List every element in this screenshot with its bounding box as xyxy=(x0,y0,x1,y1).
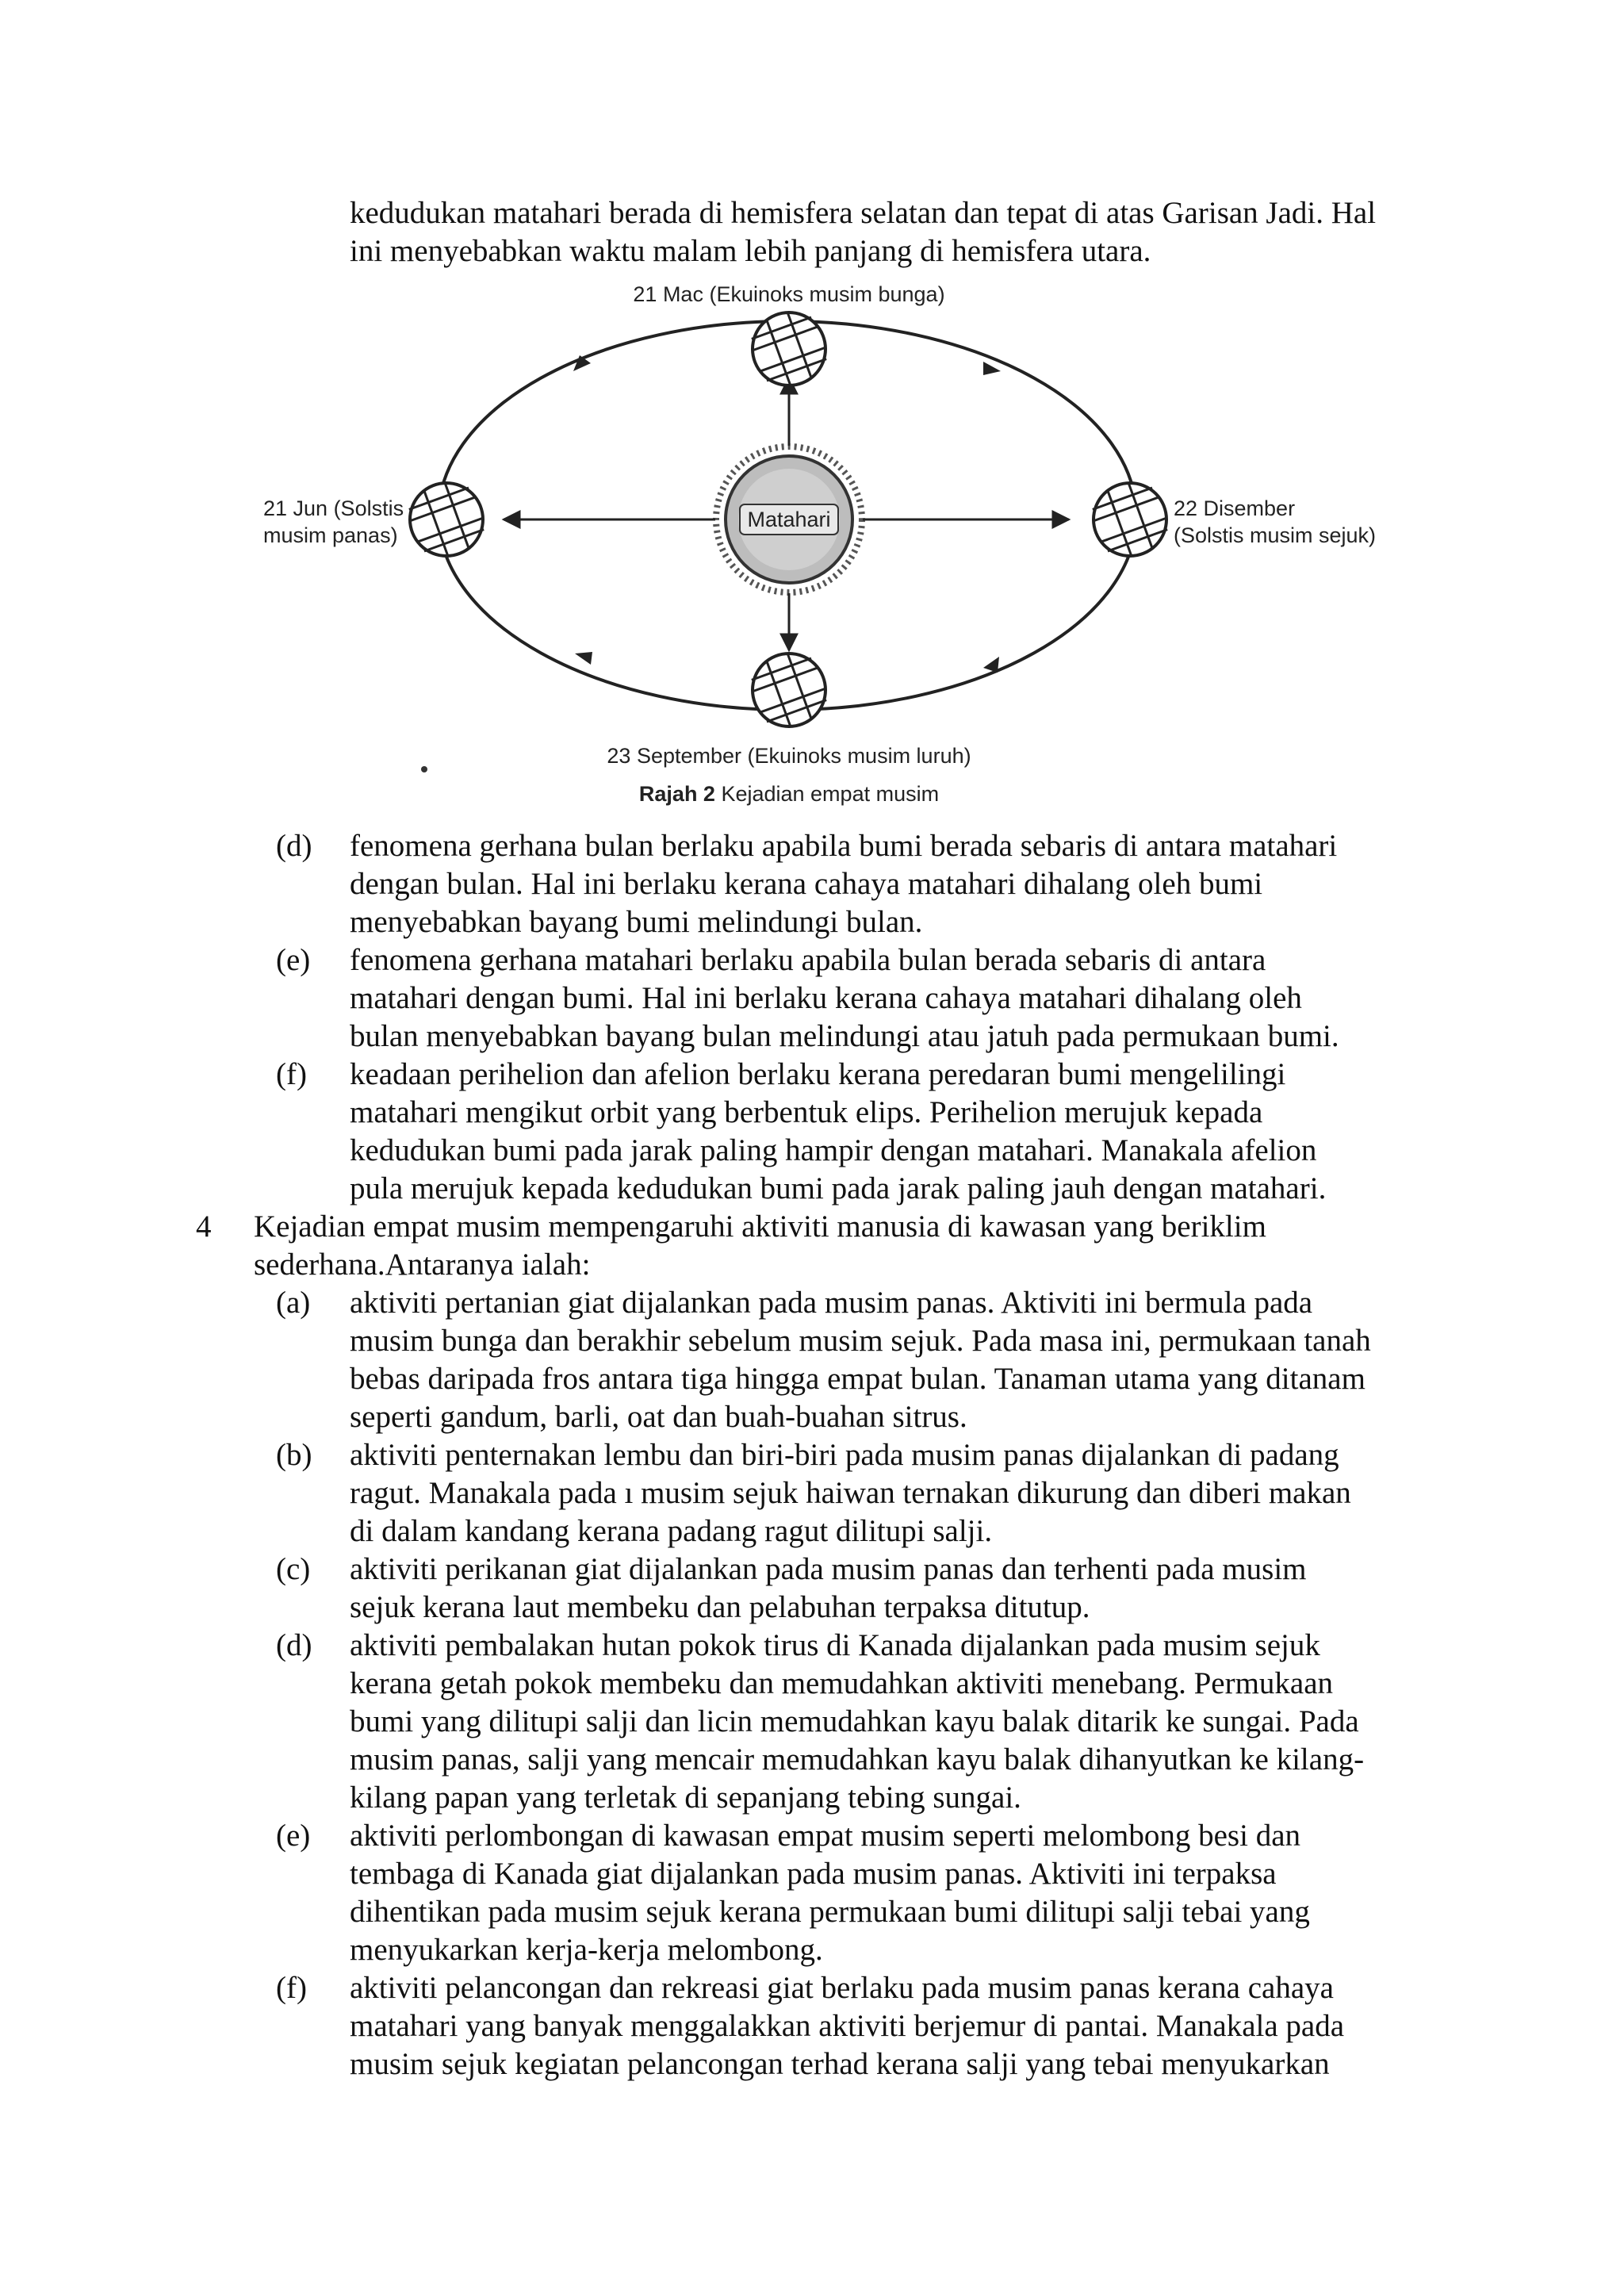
item-paragraph xyxy=(350,1284,1416,1436)
text-line: musim panas, salji yang mencair memudahkan kayu balak dihanyutkan ke kilang- xyxy=(350,1742,1365,1777)
text-line: matahari mengikut orbit yang berbentuk elips. Perihelion merujuk kepada xyxy=(350,1095,1263,1129)
text-line: menyukarkan kerja-kerja melombong. xyxy=(350,1933,823,1967)
four-seasons-diagram xyxy=(230,278,1404,817)
text-line: kerana getah pokok membeku dan memudahkan aktiviti menebang. Permukaan xyxy=(350,1666,1334,1700)
item-paragraph xyxy=(350,1627,1416,1817)
item-label: (e) xyxy=(276,1819,311,1853)
question-text xyxy=(254,1208,1419,1284)
earth-globe-left xyxy=(402,475,492,565)
item-label: (f) xyxy=(276,1971,307,2005)
text-line: di dalam kandang kerana padang ragut dilitupi salji. xyxy=(350,1514,993,1548)
orbit-arrow-icon xyxy=(575,652,592,665)
earth-globe-right xyxy=(1086,475,1175,565)
question-number: 4 xyxy=(196,1209,212,1244)
item-label: (d) xyxy=(276,829,312,863)
item-paragraph xyxy=(350,1436,1416,1550)
text-line: Kejadian empat musim mempengaruhi aktiviti manusia di kawasan yang beriklim xyxy=(254,1209,1266,1244)
label-june-solstice-2: musim panas) xyxy=(263,523,398,547)
orbit-arrow-icon xyxy=(573,355,591,371)
item-paragraph xyxy=(350,1550,1416,1627)
text-line: kedudukan matahari berada di hemisfera selatan dan tepat di atas Garisan Jadi. Hal xyxy=(350,196,1377,230)
earth-globe-top xyxy=(745,305,834,394)
text-line: menyebabkan bayang bumi melindungi bulan. xyxy=(350,905,923,939)
text-line: sederhana.Antaranya ialah: xyxy=(254,1248,591,1282)
text-line: musim sejuk kegiatan pelancongan terhad kerana salji yang tebai menyukarkan xyxy=(350,2047,1330,2081)
item-paragraph xyxy=(350,827,1416,941)
text-line: bumi yang dilitupi salji dan licin memudahkan kayu balak ditarik ke sungai. Pada xyxy=(350,1704,1359,1738)
text-line: sejuk kerana laut membeku dan pelabuhan terpaksa ditutup. xyxy=(350,1590,1090,1624)
diagram-svg xyxy=(230,278,1404,817)
item-label: (c) xyxy=(276,1552,311,1586)
item-paragraph xyxy=(350,1817,1416,1969)
item-paragraph xyxy=(350,941,1416,1056)
caption-text: Kejadian empat musim xyxy=(714,782,940,806)
label-june-solstice-1: 21 Jun (Solstis xyxy=(263,496,404,520)
text-line: aktiviti pertanian giat dijalankan pada musim panas. Aktiviti ini bermula pada xyxy=(350,1286,1313,1320)
orbit-arrow-icon xyxy=(983,657,999,673)
text-line: ragut. Manakala pada ı musim sejuk haiwan ternakan dikurung dan diberi makan xyxy=(350,1476,1351,1510)
text-line: aktiviti perikanan giat dijalankan pada musim panas dan terhenti pada musim xyxy=(350,1552,1307,1586)
text-line: aktiviti pelancongan dan rekreasi giat berlaku pada musim panas kerana cahaya xyxy=(350,1971,1334,2005)
item-label: (a) xyxy=(276,1286,311,1320)
text-line: fenomena gerhana matahari berlaku apabila bulan berada sebaris di antara xyxy=(350,943,1266,977)
text-line: matahari yang banyak menggalakkan aktiviti berjemur di pantai. Manakala pada xyxy=(350,2009,1345,2043)
item-paragraph xyxy=(350,1969,1416,2083)
text-line: ini menyebabkan waktu malam lebih panjang di hemisfera utara. xyxy=(350,234,1151,268)
figure-caption xyxy=(639,782,939,806)
intro-paragraph xyxy=(350,194,1420,270)
text-line: aktiviti penternakan lembu dan biri-biri pada musim panas dijalankan di padang xyxy=(350,1438,1339,1472)
sun-label: Matahari xyxy=(747,508,831,531)
text-line: dengan bulan. Hal ini berlaku kerana cahaya matahari dihalang oleh bumi xyxy=(350,867,1263,901)
text-line: aktiviti perlombongan di kawasan empat musim seperti melombong besi dan xyxy=(350,1819,1301,1853)
orbit-arrow-icon xyxy=(983,362,1001,375)
item-label: (b) xyxy=(276,1438,312,1472)
label-march-equinox: 21 Mac (Ekuinoks musim bunga) xyxy=(633,282,945,306)
speck xyxy=(421,766,427,772)
text-line: matahari dengan bumi. Hal ini berlaku kerana cahaya matahari dihalang oleh xyxy=(350,981,1302,1015)
caption-bold: Rajah 2 xyxy=(638,782,715,806)
earth-globe-bottom xyxy=(745,646,834,735)
text-line: pula merujuk kepada kedudukan bumi pada jarak paling jauh dengan matahari. xyxy=(350,1171,1327,1205)
text-line: fenomena gerhana bulan berlaku apabila bumi berada sebaris di antara matahari xyxy=(350,829,1338,863)
text-line: dihentikan pada musim sejuk kerana permukaan bumi dilitupi salji tebai yang xyxy=(350,1895,1310,1929)
item-label: (d) xyxy=(276,1628,312,1662)
text-line: bulan menyebabkan bayang bulan melindungi atau jatuh pada permukaan bumi. xyxy=(350,1019,1339,1053)
text-line: keadaan perihelion dan afelion berlaku kerana peredaran bumi mengelilingi xyxy=(350,1057,1286,1091)
label-december-solstice-1: 22 Disember xyxy=(1174,496,1296,520)
text-line: musim bunga dan berakhir sebelum musim sejuk. Pada masa ini, permukaan tanah xyxy=(350,1324,1371,1358)
label-september-equinox: 23 September (Ekuinoks musim luruh) xyxy=(607,744,971,768)
text-line: aktiviti pembalakan hutan pokok tirus di Kanada dijalankan pada musim sejuk xyxy=(350,1628,1320,1662)
text-line: seperti gandum, barli, oat dan buah-buahan sitrus. xyxy=(350,1400,967,1434)
text-line: kilang papan yang terletak di sepanjang tebing sungai. xyxy=(350,1780,1021,1815)
item-label: (e) xyxy=(276,943,311,977)
label-december-solstice-2: (Solstis musim sejuk) xyxy=(1174,523,1377,547)
text-line: tembaga di Kanada giat dijalankan pada musim panas. Aktiviti ini terpaksa xyxy=(350,1857,1277,1891)
text-line: bebas daripada fros antara tiga hingga empat bulan. Tanaman utama yang ditanam xyxy=(350,1362,1365,1396)
text-line: kedudukan bumi pada jarak paling hampir dengan matahari. Manakala afelion xyxy=(350,1133,1317,1167)
item-paragraph xyxy=(350,1056,1416,1208)
item-label: (f) xyxy=(276,1057,307,1091)
